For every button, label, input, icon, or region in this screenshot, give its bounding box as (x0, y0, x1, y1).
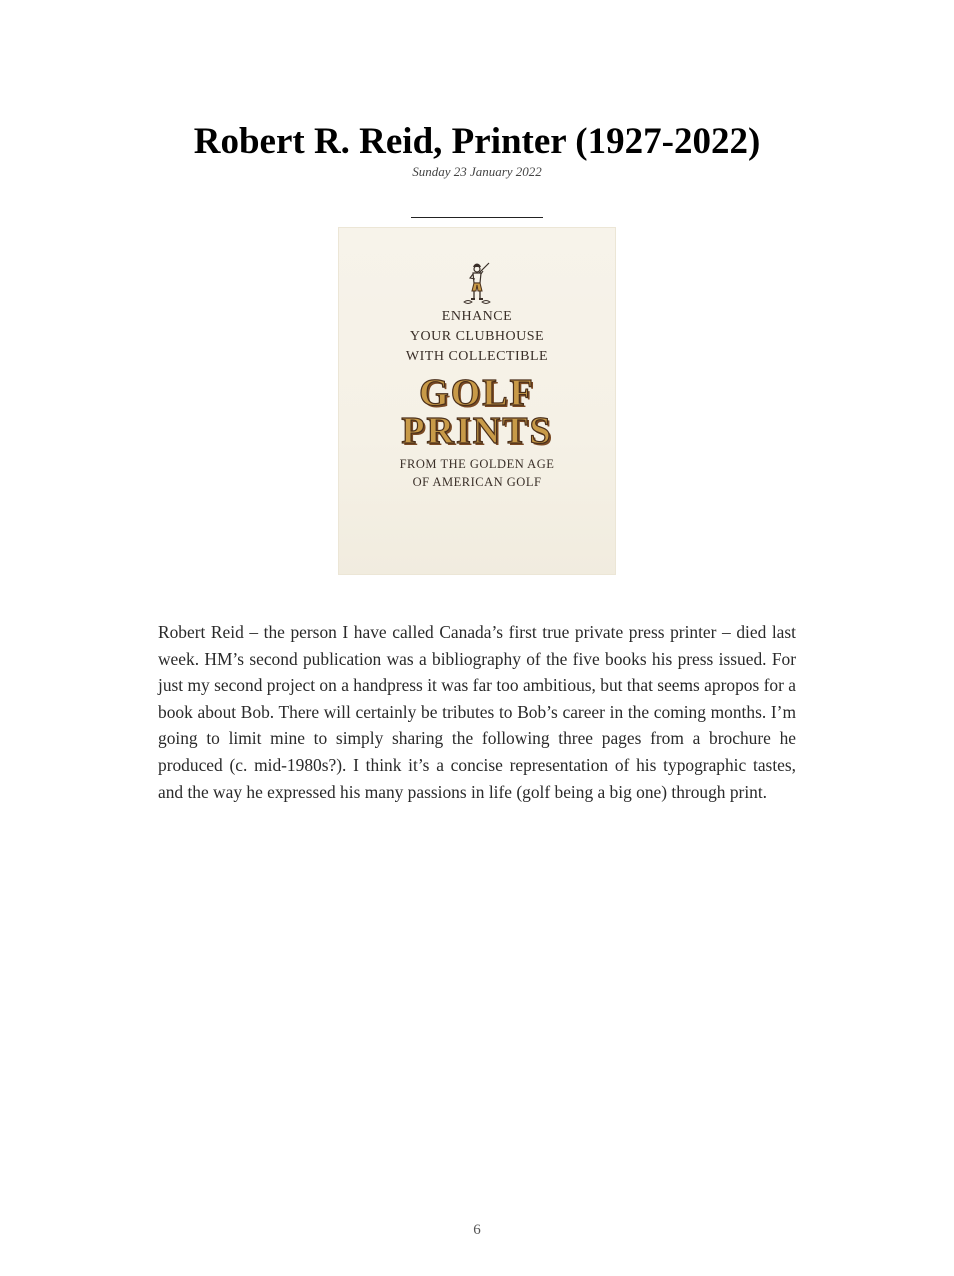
brochure-line-clubhouse: YOUR CLUBHOUSE (409, 329, 545, 344)
brochure-line-american-golf: OF AMERICAN GOLF (412, 475, 542, 489)
brochure-headline-prints: PRINTS (401, 410, 553, 452)
page-number: 6 (473, 1222, 481, 1238)
golfer-icon (459, 261, 495, 305)
article-title: Robert R. Reid, Printer (1927-2022) (193, 121, 761, 162)
title-divider (411, 217, 543, 218)
brochure-line-golden-age: FROM THE GOLDEN AGE (399, 457, 555, 471)
brochure-image (338, 227, 616, 575)
brochure-headline-golf: GOLF (419, 372, 535, 414)
brochure-line-collectible: WITH COLLECTIBLE (405, 349, 549, 364)
article-body-paragraph: Robert Reid – the person I have called Canada’s first true private press printer – died last week. HM’s second publication was a bibliography of the five books his press issued. For just my second project on a handpress it was far too ambitious, but that seems apropos for a book about Bob. There will certainly be tributes to Bob’s career in the coming months. I’m going to limit mine to simply sharing the following three pages from a brochure he produced (c. mid-1980s?). I think it’s a concise representation of his typographic tastes, and the way he expressed his many passions in life (golf being a big one) through print. (158, 622, 796, 802)
brochure-line-enhance: ENHANCE (441, 309, 513, 324)
article-date: Sunday 23 January 2022 (412, 164, 542, 179)
